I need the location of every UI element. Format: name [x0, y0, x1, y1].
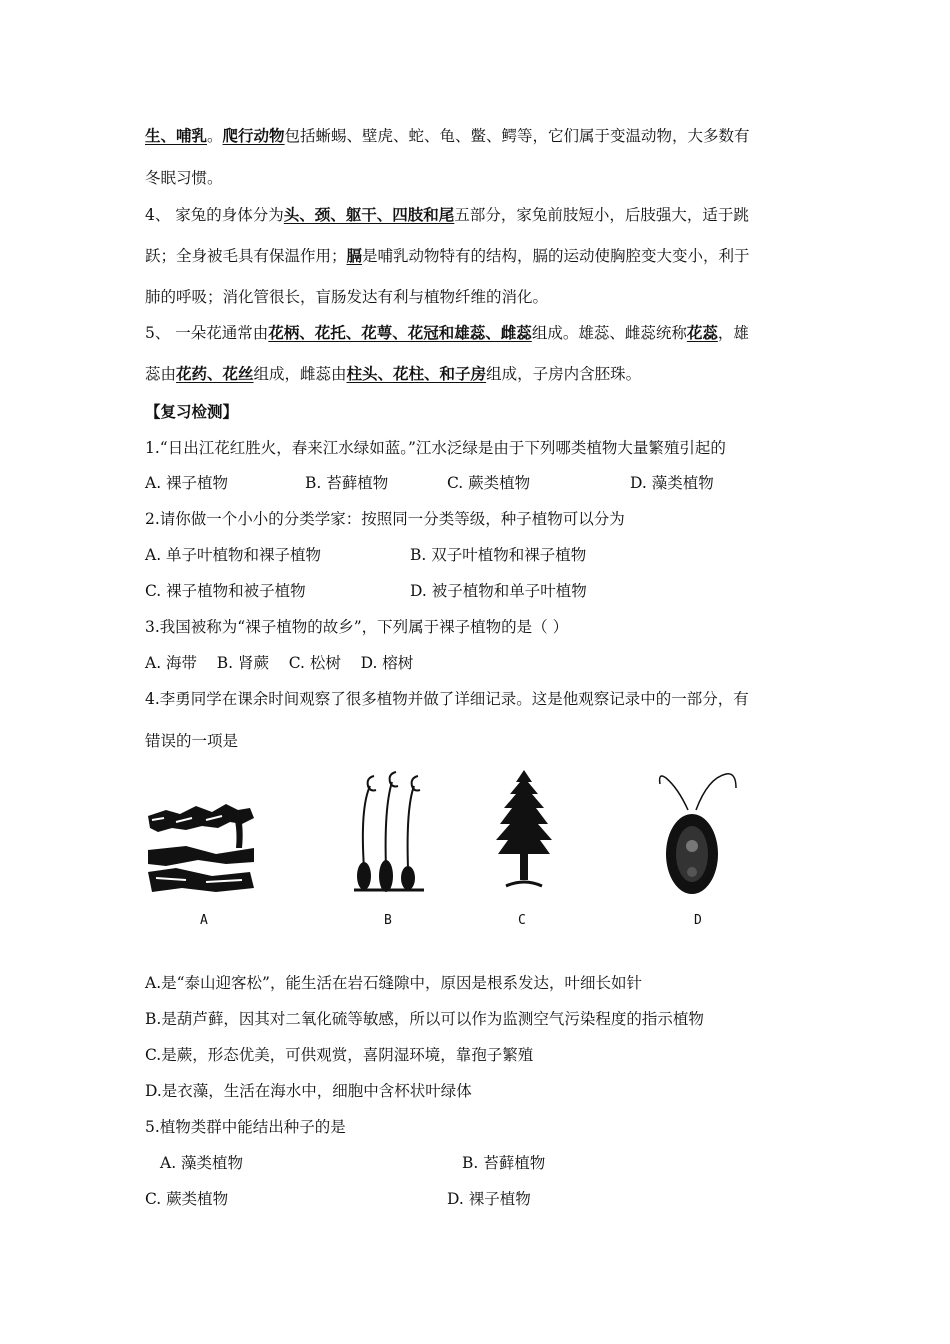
q1-option-a: A. 裸子植物: [145, 474, 229, 492]
q2-option-c: C. 裸子植物和被子植物: [145, 582, 306, 600]
p1-line1: [145, 126, 750, 146]
q4-option-a: A.是“泰山迎客松”，能生活在岩石缝隙中，原因是根系发达，叶细长如针: [145, 974, 642, 992]
q4-option-d: D.是衣藻，生活在海水中，细胞中含杯状叶绿体: [145, 1082, 472, 1100]
q5-option-b: B. 苔藓植物: [462, 1154, 546, 1172]
q4-option-b: B.是葫芦藓，因其对二氧化硫等敏感，所以可以作为监测空气污染程度的指示植物: [145, 1010, 704, 1028]
figure-a-pine-on-rock: [146, 768, 258, 898]
text: 五部分，家兔前肢短小，后肢强大，适于跳: [454, 206, 749, 224]
q4-stem-line2: 错误的一项是: [145, 732, 239, 750]
figure-c-label: C: [518, 913, 526, 928]
q3-options: A. 海带 B. 肾蕨 C. 松树 D. 榕树: [145, 654, 414, 672]
text: ，雄: [717, 324, 749, 342]
q2-stem: 2.请你做一个小小的分类学家：按照同一分类等级，种子植物可以分为: [145, 510, 625, 528]
q2-option-d: D. 被子植物和单子叶植物: [410, 582, 587, 600]
text: 蕊由: [145, 365, 177, 383]
q5-option-c: C. 蕨类植物: [145, 1190, 229, 1208]
q1-option-c: C. 蕨类植物: [447, 474, 531, 492]
p4-line3: 肺的呼吸；消化管很长，盲肠发达有利与植物纤维的消化。: [145, 288, 549, 306]
q5-stem: 5.植物类群中能结出种子的是: [145, 1118, 346, 1136]
underlined-term: 膈: [346, 246, 363, 265]
underlined-term: 花药、花丝: [176, 364, 254, 383]
text: 组成。雄蕊、雌蕊统称: [531, 324, 687, 342]
text: 5、 一朵花通常由: [145, 324, 269, 342]
q5-option-d: D. 裸子植物: [447, 1190, 531, 1208]
figure-b-moss: [340, 768, 440, 898]
text: 。: [207, 127, 223, 145]
figure-a-label: A: [200, 913, 208, 928]
p1-line2: 冬眠习惯。: [145, 169, 223, 187]
underlined-term: 花蕊: [686, 323, 718, 342]
figure-d-label: D: [694, 913, 702, 928]
q2-option-a: A. 单子叶植物和裸子植物: [145, 546, 322, 564]
q1-option-d: D. 藻类植物: [630, 474, 714, 492]
q5-option-a: A. 藻类植物: [160, 1154, 244, 1172]
section-title: 【复习检测】: [145, 402, 239, 421]
figure-c-fern: [492, 768, 556, 898]
p4-line1: [145, 205, 749, 225]
text: 4、 家兔的身体分为: [145, 206, 284, 224]
underlined-term: 生、哺乳: [145, 126, 208, 145]
underlined-term: 花柄、花托、花萼、花冠和雄蕊、雌蕊: [268, 323, 532, 342]
figure-d-chlamydomonas: [652, 768, 752, 898]
q1-option-b: B. 苔藓植物: [305, 474, 389, 492]
text: 是哺乳动物特有的结构，膈的运动使胸腔变大变小，利于: [362, 247, 750, 265]
text: 跃；全身被毛具有保温作用；: [145, 247, 347, 265]
q1-stem: 1.“日出江花红胜火，春来江水绿如蓝。”江水泛绿是由于下列哪类植物大量繁殖引起的: [145, 439, 726, 457]
text: 组成，雌蕊由: [253, 365, 347, 383]
text: 包括蜥蜴、壁虎、蛇、龟、鳖、鳄等，它们属于变温动物，大多数有: [284, 127, 750, 145]
q4-stem-line1: 4.李勇同学在课余时间观察了很多植物并做了详细记录。这是他观察记录中的一部分，有: [145, 690, 749, 708]
q2-option-b: B. 双子叶植物和裸子植物: [410, 546, 587, 564]
text: 组成，子房内含胚珠。: [486, 365, 642, 383]
q4-option-c: C.是蕨，形态优美，可供观赏，喜阴湿环境，靠孢子繁殖: [145, 1046, 534, 1064]
underlined-term: 爬行动物: [222, 126, 285, 145]
underlined-term: 头、颈、躯干、四肢和尾: [283, 205, 455, 224]
figure-b-label: B: [384, 913, 392, 928]
p5-line2: [145, 364, 641, 384]
p4-line2: [145, 246, 750, 266]
p5-line1: [145, 323, 749, 343]
q3-stem: 3.我国被称为“裸子植物的故乡”，下列属于裸子植物的是（ ）: [145, 618, 569, 636]
underlined-term: 柱头、花柱、和子房: [346, 364, 487, 383]
